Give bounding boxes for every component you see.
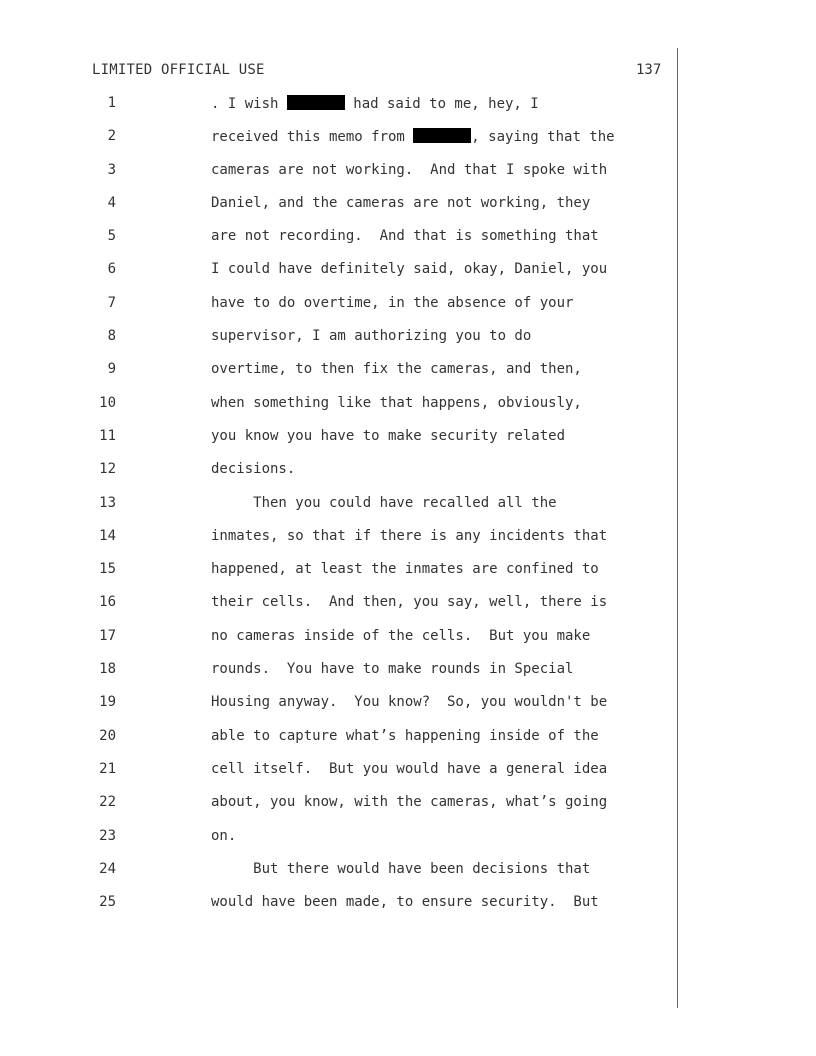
line-text-segment: I could have definitely said, okay, Daniel, you <box>211 261 608 278</box>
transcript-line <box>0 261 816 294</box>
transcript-line <box>0 661 816 694</box>
line-number: 16 <box>99 594 116 611</box>
line-number: 9 <box>107 361 116 378</box>
line-number: 25 <box>99 894 116 911</box>
line-number: 22 <box>99 794 116 811</box>
line-text <box>211 95 539 113</box>
line-text-segment: about, you know, with the cameras, what’s going <box>211 794 608 811</box>
transcript-line <box>0 628 816 661</box>
line-text-segment: their cells. And then, you say, well, there is <box>211 594 608 611</box>
transcript-line <box>0 894 816 927</box>
line-text-segment: would have been made, to ensure security. But <box>211 894 599 911</box>
line-number: 1 <box>107 95 116 111</box>
line-text-segment: had said to me, hey, I <box>344 96 539 112</box>
transcript-line <box>0 861 816 894</box>
transcript-line <box>0 461 816 494</box>
line-text-segment: overtime, to then fix the cameras, and then, <box>211 361 582 378</box>
transcript-line <box>0 828 816 861</box>
line-number: 21 <box>99 760 116 777</box>
line-text-segment: rounds. You have to make rounds in Special <box>211 661 574 678</box>
line-number: 13 <box>99 494 116 511</box>
line-number: 19 <box>99 694 116 711</box>
line-text <box>211 661 573 678</box>
line-text-segment: no cameras inside of the cells. But you make <box>211 627 591 644</box>
transcript-line <box>0 761 816 794</box>
transcript-line <box>0 794 816 827</box>
line-number: 15 <box>99 561 116 578</box>
line-text <box>211 261 607 278</box>
line-text <box>211 328 531 345</box>
line-text-segment: happened, at least the inmates are confined to <box>211 561 599 578</box>
line-text <box>211 461 295 478</box>
line-text-segment: able to capture what’s happening inside of the <box>211 727 599 744</box>
line-text-segment: you know you have to make security related <box>211 427 566 444</box>
line-text <box>211 561 599 578</box>
transcript-line <box>0 728 816 761</box>
line-text <box>211 794 607 811</box>
line-number: 7 <box>107 294 116 311</box>
line-text <box>211 395 582 412</box>
line-text-segment: on. <box>211 827 237 844</box>
line-text <box>211 128 615 146</box>
line-text <box>211 828 236 845</box>
line-text <box>211 228 599 245</box>
line-text-segment: supervisor, I am authorizing you to do <box>211 328 532 345</box>
line-number: 11 <box>99 427 116 444</box>
line-text-segment: inmates, so that if there is any incidents that <box>211 527 608 544</box>
line-text <box>211 528 607 545</box>
transcript-line <box>0 328 816 361</box>
transcript-line <box>0 228 816 261</box>
line-text-segment: Daniel, and the cameras are not working, they <box>211 194 591 211</box>
transcript-line <box>0 528 816 561</box>
line-number: 20 <box>99 727 116 744</box>
line-number: 6 <box>107 261 116 278</box>
transcript-line <box>0 361 816 394</box>
transcript-line <box>0 428 816 461</box>
line-text <box>211 694 607 711</box>
transcript-line <box>0 162 816 195</box>
line-number: 3 <box>107 161 116 178</box>
line-text <box>211 428 565 445</box>
line-text <box>211 861 590 878</box>
line-text <box>211 295 573 312</box>
transcript-line <box>0 195 816 228</box>
line-text <box>211 594 607 611</box>
line-number: 17 <box>99 627 116 644</box>
line-text-segment: Housing anyway. You know? So, you wouldn't be <box>211 694 608 711</box>
page-number: 137 <box>636 62 662 78</box>
page-classification-header: LIMITED OFFICIAL USE <box>92 62 265 78</box>
transcript-line <box>0 694 816 727</box>
line-number: 4 <box>107 194 116 211</box>
line-text-segment: have to do overtime, in the absence of your <box>211 294 574 311</box>
transcript-line <box>0 495 816 528</box>
line-number: 10 <box>99 394 116 411</box>
line-text <box>211 495 557 512</box>
line-text <box>211 761 607 778</box>
line-text-segment: But there would have been decisions that <box>211 860 591 877</box>
transcript-line <box>0 594 816 627</box>
line-text <box>211 162 607 179</box>
line-text-segment: received this memo from <box>211 129 414 146</box>
line-number: 5 <box>107 228 116 245</box>
line-number: 14 <box>99 527 116 544</box>
redaction-block <box>287 95 345 110</box>
line-number: 18 <box>99 661 116 678</box>
transcript-body <box>0 95 816 927</box>
line-number: 24 <box>99 860 116 877</box>
line-text-segment: cameras are not working. And that I spoke with <box>211 161 608 178</box>
transcript-line <box>0 295 816 328</box>
line-number: 2 <box>107 128 116 145</box>
line-text <box>211 728 599 745</box>
line-text-segment: decisions. <box>211 461 296 478</box>
transcript-line <box>0 95 816 128</box>
line-number: 8 <box>107 328 116 345</box>
redaction-block <box>413 128 471 143</box>
line-number: 12 <box>99 461 116 478</box>
line-text <box>211 361 582 378</box>
line-text <box>211 628 590 645</box>
line-number: 23 <box>99 827 116 844</box>
line-text <box>211 195 590 212</box>
transcript-line <box>0 128 816 161</box>
transcript-line <box>0 395 816 428</box>
line-text-segment: . I wish <box>211 96 287 112</box>
line-text-segment: Then you could have recalled all the <box>211 494 557 511</box>
line-text <box>211 894 599 911</box>
line-text-segment: are not recording. And that is something that <box>211 228 599 245</box>
line-text-segment: , saying that the <box>471 129 615 146</box>
line-text-segment: when something like that happens, obviously, <box>211 394 582 411</box>
line-text-segment: cell itself. But you would have a general idea <box>211 760 608 777</box>
transcript-line <box>0 561 816 594</box>
